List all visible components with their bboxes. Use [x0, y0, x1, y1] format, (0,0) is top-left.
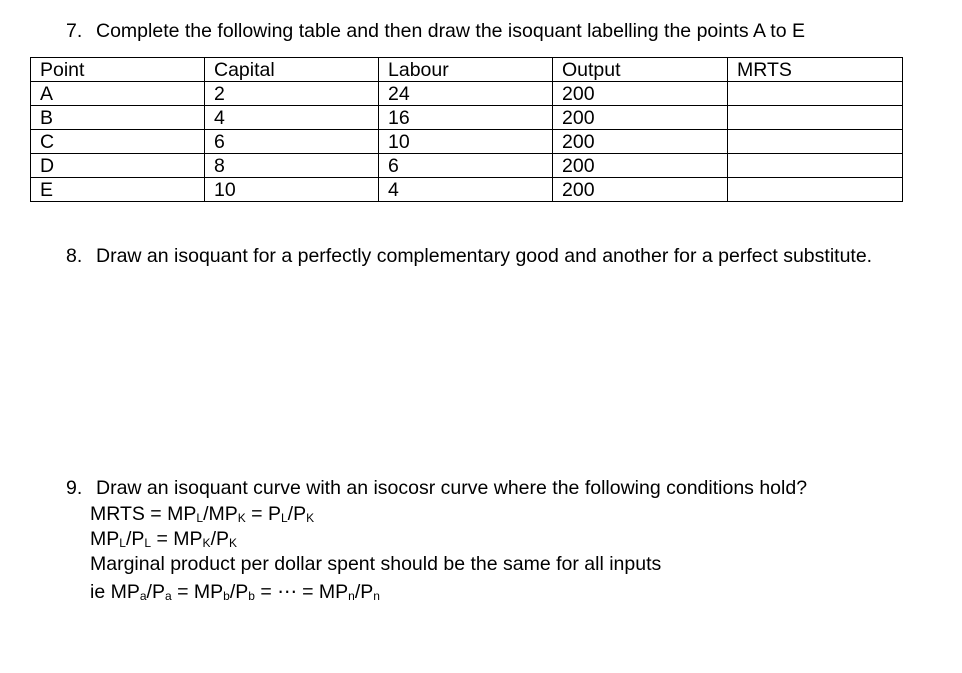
table-row — [31, 130, 903, 154]
cell-point: C — [31, 130, 205, 154]
question-9-number: 9. — [66, 477, 83, 499]
cell-mrts — [728, 106, 903, 130]
cell-capital: 6 — [205, 130, 379, 154]
question-9 — [66, 477, 807, 499]
cell-output: 200 — [553, 106, 728, 130]
cell-output: 200 — [553, 178, 728, 202]
cell-capital: 4 — [205, 106, 379, 130]
cell-mrts — [728, 178, 903, 202]
cell-capital: 2 — [205, 82, 379, 106]
cell-labour: 24 — [379, 82, 553, 106]
cell-point: D — [31, 154, 205, 178]
condition-statement: Marginal product per dollar spent should be the same for all inputs — [90, 553, 662, 575]
header-point: Point — [31, 58, 205, 82]
question-8-text: Draw an isoquant for a perfectly complementary good and another for a perfect substitute. — [96, 245, 873, 267]
table-row — [31, 178, 903, 202]
cell-output: 200 — [553, 82, 728, 106]
condition-mp-ratio-equation: $MP_L/P_L = MP_K/P_K$ — [90, 528, 238, 550]
cell-labour: 6 — [379, 154, 553, 178]
cell-labour: 16 — [379, 106, 553, 130]
header-mrts: MRTS — [728, 58, 903, 82]
header-labour: Labour — [379, 58, 553, 82]
question-8-number: 8. — [66, 245, 83, 267]
cell-output: 200 — [553, 154, 728, 178]
question-7 — [66, 20, 805, 42]
cell-mrts — [728, 130, 903, 154]
cell-labour: 4 — [379, 178, 553, 202]
question-9-text: Draw an isoquant curve with an isocosr curve where the following conditions hold? — [96, 477, 808, 499]
condition-mrts-equation: MRTS = $MP_L/MP_K = P_L/P_K$ — [90, 503, 315, 525]
cell-point: E — [31, 178, 205, 202]
cell-point: A — [31, 82, 205, 106]
table-header-row — [31, 58, 903, 82]
question-7-text: Complete the following table and then draw the isoquant labelling the points A to E — [96, 20, 805, 42]
cell-mrts — [728, 154, 903, 178]
cell-output: 200 — [553, 130, 728, 154]
question-8 — [66, 245, 872, 267]
table-row — [31, 154, 903, 178]
cell-capital: 10 — [205, 178, 379, 202]
table-row — [31, 82, 903, 106]
table-row — [31, 106, 903, 130]
isoquant-table — [30, 57, 903, 202]
cell-point: B — [31, 106, 205, 130]
header-capital: Capital — [205, 58, 379, 82]
cell-mrts — [728, 82, 903, 106]
cell-labour: 10 — [379, 130, 553, 154]
condition-general-equation: ie $MP_a/P_a = MP_b/P_b$ = ⋯ = $MP_n/P_n$ — [90, 581, 380, 603]
header-output: Output — [553, 58, 728, 82]
question-7-number: 7. — [66, 20, 83, 42]
cell-capital: 8 — [205, 154, 379, 178]
